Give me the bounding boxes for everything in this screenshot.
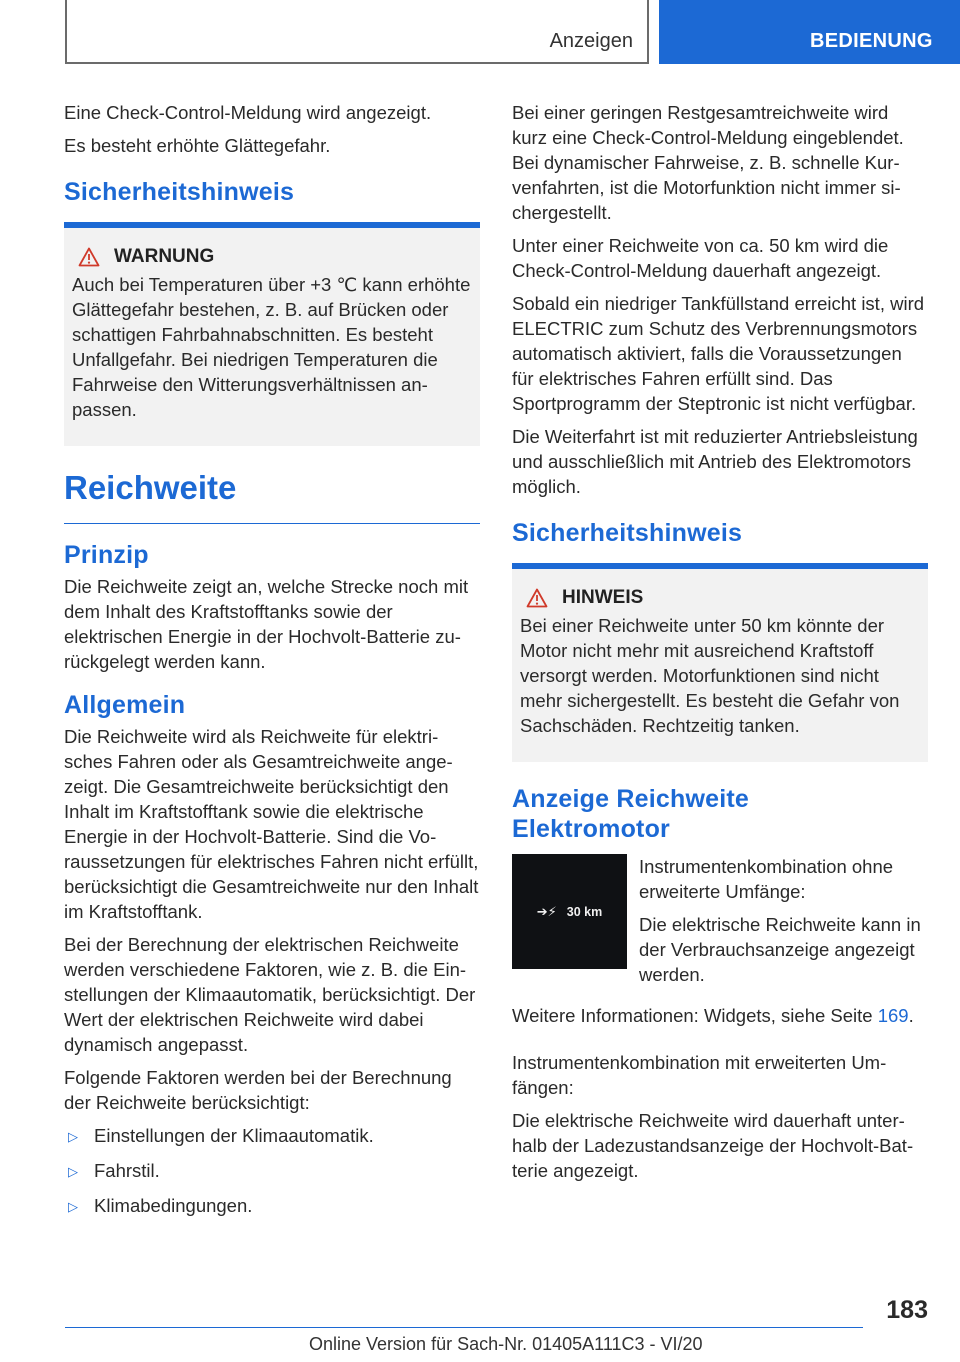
header-section-label: Anzeigen [549, 30, 633, 52]
factors-list [64, 1123, 480, 1218]
figure-row [512, 854, 928, 995]
display-heading-line-2: Elektromotor [512, 815, 670, 843]
header-chapter-tab [659, 0, 960, 64]
principle-text: Die Reichweite zeigt an, welche Strecke noch mit dem Inhalt des Kraftstofftanks sowie der elektrischen Energie in der Hochvolt-Batterie zurückgelegt werden kann. [64, 576, 469, 672]
more-info-prefix: Weitere Informationen: Widgets, siehe Seite [512, 1005, 878, 1026]
more-info-suffix: . [908, 1005, 914, 1026]
general-heading: Allgemein [64, 691, 186, 719]
left-column [64, 100, 480, 1228]
range-display-image [512, 854, 627, 969]
warning-text: Auch bei Temperaturen über +3 ℃ kann erhöhte Glättegefahr bestehen, z. B. auf Brücken oder schattigen Fahrbahnabschnitten. Es besteht Unfallgefahr. Bei niedrigen Temperaturen die Fahrweise den Witterungsverhältnissen anpassen. [72, 274, 471, 420]
notice-text: Bei einer Reichweite unter 50 km könnte der Motor nicht mehr mit ausreichend Kraftstoff versorgt werden. Motorfunktionen sind nicht mehr sichergestellt. Es besteht die Gefahr von Sachschäden. Rechtzeitig tanken. [520, 615, 900, 736]
header-chapter-label: BEDIENUNG [810, 30, 933, 52]
bullet-triangle-icon: ▷ [68, 1164, 78, 1179]
right-paragraph-5: Instrumentenkombination mit erweiterten Umfängen: [512, 1052, 887, 1098]
warning-triangle-icon [78, 247, 100, 267]
header-section-tab [65, 0, 649, 64]
list-item-label: Klimabedingungen. [94, 1195, 253, 1216]
list-item-label: Fahrstil. [94, 1160, 160, 1181]
figure-paragraph-1: Instrumentenkombination ohne erweiterte Umfänge: [639, 856, 894, 902]
notice-title-row [520, 587, 920, 609]
warning-title: WARNUNG [114, 246, 215, 267]
display-heading [512, 784, 928, 844]
right-paragraph-6: Die elektrische Reichweite wird dauerhaft unterhalb der Ladezustandsanzeige der Hochvolt-Batterie angezeigt. [512, 1110, 914, 1181]
safety-heading-right: Sicherheitshinweis [512, 519, 743, 547]
page-reference-link[interactable]: 169 [877, 1005, 909, 1026]
more-info [512, 1003, 928, 1028]
range-heading: Reichweite [64, 468, 480, 524]
warning-box [64, 222, 480, 446]
footer-text: Online Version für Sach-Nr. 01405A111C3 - VI/20 [309, 1334, 703, 1354]
right-paragraph-1: Bei einer geringen Restgesamtreichweite wird kurz eine Check-Control-Meldung eingeblendet. Bei dynamischer Fahrweise, z. B. schnelle Kurvenfahrten, ist die Motorfunktion nicht immer sichergestellt. [512, 102, 904, 223]
list-item [64, 1158, 480, 1183]
general-paragraph-1: Die Reichweite wird als Reichweite für elektrisches Fahren oder als Gesamtreichweite angezeigt. Die Gesamtreichweite berücksichtigt den Inhalt im Kraftstofftank sowie die elektrische Energie in der Hochvolt-Batterie. Sind die Voraussetzungen für elektrisches Fahren nicht erfüllt, berücksichtigt die Gesamtreichweite nur den Inhalt im Kraftstofftank. [64, 726, 479, 922]
list-item [64, 1193, 480, 1218]
right-paragraph-3: Sobald ein niedriger Tankfüllstand erreicht ist, wird ELECTRIC zum Schutz des Verbrennungsmotors automatisch aktiviert, falls die Voraussetzungen für elektrisches Fahren erfüllt sind. Das Sportprogramm der Steptronic ist nicht verfügbar. [512, 293, 925, 414]
right-paragraph-2: Unter einer Reichweite von ca. 50 km wird die Check-Control-Meldung dauerhaft angezeigt. [512, 235, 889, 281]
electric-plug-icon: ➔⚡ [536, 904, 557, 919]
range-display-value: 30 km [566, 905, 603, 919]
general-paragraph-2: Bei der Berechnung der elektrischen Reichweite werden verschiedene Faktoren, wie z. B. die Einstellungen der Klimaautomatik, berücksichtigt. Der Wert der elektrischen Reichweite wird dabei dynamisch angepasst. [64, 934, 476, 1055]
figure-text [639, 854, 928, 995]
footer-divider [65, 1327, 863, 1328]
intro-paragraph-2: Es besteht erhöhte Glättegefahr. [64, 135, 331, 156]
display-heading-line-1: Anzeige Reichweite [512, 785, 749, 813]
warning-triangle-icon [526, 588, 548, 608]
list-item [64, 1123, 480, 1148]
bullet-triangle-icon: ▷ [68, 1129, 78, 1144]
page-number: 183 [886, 1296, 928, 1324]
bullet-triangle-icon: ▷ [68, 1199, 78, 1214]
notice-title: HINWEIS [562, 587, 644, 608]
intro-paragraph-1: Eine Check-Control-Meldung wird angezeigt. [64, 102, 432, 123]
range-display-readout [512, 904, 627, 920]
right-paragraph-4: Die Weiterfahrt ist mit reduzierter Antriebsleistung und ausschließlich mit Antrieb des Elektromotors möglich. [512, 426, 918, 497]
figure-paragraph-2: Die elektrische Reichweite kann in der Verbrauchsanzeige angezeigt werden. [639, 914, 921, 985]
list-item-label: Einstellungen der Klimaautomatik. [94, 1125, 374, 1146]
notice-box [512, 563, 928, 762]
warning-title-row [72, 246, 472, 268]
safety-heading: Sicherheitshinweis [64, 178, 295, 206]
right-column [512, 100, 928, 1191]
principle-heading: Prinzip [64, 541, 149, 569]
general-paragraph-3: Folgende Faktoren werden bei der Berechnung der Reichweite berücksichtigt: [64, 1067, 452, 1113]
